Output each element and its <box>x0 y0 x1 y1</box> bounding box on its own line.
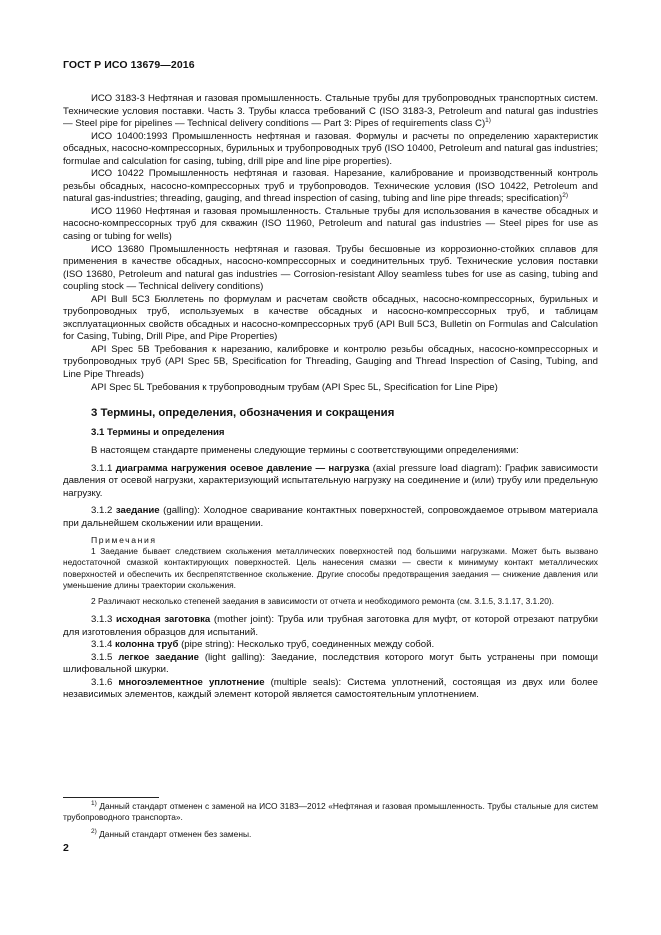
section-heading: 3 Термины, определения, обозначения и сокращения <box>91 407 395 420</box>
footnotes <box>63 801 598 845</box>
section-intro: В настоящем стандарте применены следующие термины с соответствующими определениями: <box>91 445 519 457</box>
footnote-divider <box>63 797 159 798</box>
term: многоэлементное уплотнение <box>118 676 265 688</box>
footnote-marker: 1) <box>485 117 491 125</box>
term-definition: 3.1.1 диаграмма нагружения осевое давление — нагрузка (axial pressure load diagram): График зависимости давления от осевой нагрузки, характеризующий испытательную нагрузку на соединение и (или) трубу или предельную нагрузку. <box>63 462 598 499</box>
reference-entry: API Spec 5L Требования к трубопроводным трубам (API Spec 5L, Specification for Line Pipe) <box>91 381 498 393</box>
term-definition: 3.1.3 исходная заготовка (mother joint): Труба или трубная заготовка для муфт, от которой отрезают патрубки для изготовления образцов для испытаний. <box>63 614 598 638</box>
term: легкое заедание <box>118 651 199 663</box>
page-number: 2 <box>63 842 69 854</box>
footnote: $^{1)}$ Данный стандарт отменен с заменой на ИСО 3183—2012 «Нефтяная и газовая промышленность. Трубы стальные для систем трубопроводного транспорта». <box>63 800 598 823</box>
note: 2 Различают несколько степеней заедания в зависимости от отчета и необходимого ремонта (см. 3.1.5, 3.1.17, 3.1.20). <box>91 595 554 606</box>
note: 1 Заедание бывает следствием скольжения металлических поверхностей под большими нагрузками. Может быть вызвано недостаточной смазкой контактирующих поверхностей. Цель нанесения смазки — свести к минимуму контакт металлических поверхностей и обеспечить их беспрепятственное скольжение. Другие способы предотвращения заедания — снижение давления или уменьшение длины траектории скольжения. <box>63 546 598 591</box>
notes-title: Примечания <box>91 534 157 545</box>
footnote-marker: 2) <box>91 827 97 835</box>
reference-entry: API Spec 5B Требования к нарезанию, калибровке и контролю резьбы обсадных, насосно-компрессорных и трубопроводных труб (API Spec 5B, Specification for Threading, Gauging and Thread Inspection of Casing, Tubing, and Line Pipe Threads) <box>63 343 598 381</box>
term: исходная заготовка <box>115 614 211 626</box>
footnote-marker: 1) <box>91 800 97 807</box>
reference-entry: ИСО 3183-3 Нефтяная и газовая промышленность. Стальные трубы для трубопроводных транспортных систем. Технические условия поставки. Часть 3. Трубы класса требований C (ISO 3183-3, Petroleum and natural gas industries — Steel pipe for pipelines — Technical delivery conditions — Part 3: Pipes of requirements class C)$^{1)}$ <box>63 93 598 130</box>
term: диаграмма нагружения осевое давление — нагрузка <box>115 462 370 474</box>
reference-entry: ИСО 10400:1993 Промышленность нефтяная и газовая. Формулы и расчеты по определению характеристик обсадных, насосно-компрессорных, бурильных и трубопроводных труб (ISO 10400, Petroleum and natural gas industries; formulae and calculation for casing, tubing, drill pipe and line pipe properties). <box>63 130 598 167</box>
term-definition: 3.1.6 многоэлементное уплотнение (multiple seals): Система уплотнений, состоящая из двух или более независимых элементов, каждый элемент которой является самостоятельным уплотнением. <box>63 676 598 701</box>
term-definition: 3.1.2 заедание (galling): Холодное сваривание контактных поверхностей, сопровождаемое отрывом материала при дальнейшем скольжении или вращении. <box>63 505 598 529</box>
document-body <box>63 93 598 702</box>
footnote: $^{2)}$ Данный стандарт отменен без замены. <box>91 827 252 839</box>
subsection-heading: 3.1 Термины и определения <box>91 426 225 438</box>
reference-entry: ИСО 11960 Нефтяная и газовая промышленность. Стальные трубы для использования в качестве обсадных и насосно-компрессорных труб для скважин (ISO 11960, Petroleum and natural gas industries — Steel pipes for use as casing or tubing for wells) <box>63 205 598 243</box>
reference-entry: API Bull 5C3 Бюллетень по формулам и расчетам свойств обсадных, насосно-компрессорных, бурильных и трубопроводных труб, используемых в качестве обсадных и насосно-компрессорных труб, и таблицам эксплуатационных свойств обсадных и насосно-компрессорных труб (API Bull 5C3, Bulletin on Formulas and Calculation for Casing, Tubing, Drill Pipe, and Pipe Properties) <box>63 293 598 343</box>
term: колонна труб <box>115 639 179 651</box>
term: заедание <box>115 505 160 517</box>
document-header: ГОСТ Р ИСО 13679—2016 <box>63 59 195 71</box>
footnote-marker: 2) <box>562 192 568 200</box>
reference-entry: ИСО 10422 Промышленность нефтяная и газовая. Нарезание, калибрование и производственный контроль резьбы обсадных, насосно-компрессорных труб и трубопроводов. Технические условия (ISO 10422, Petroleum and natural gas-industries; threading, gauging, and thread inspection of casing, tubing and line pipe threads; specification)$^{2)}$ <box>63 168 598 205</box>
term-definition: 3.1.4 колонна труб (pipe string): Несколько труб, соединенных между собой. <box>91 639 435 651</box>
term-definition: 3.1.5 легкое заедание (light galling): Заедание, последствия которого могут быть устранены при помощи шлифовальной шкурки. <box>63 651 598 676</box>
reference-entry: ИСО 13680 Промышленность нефтяная и газовая. Трубы бесшовные из коррозионно-стойких сплавов для применения в качестве обсадных, насосно-компрессорных и соединительных труб. Технические условия поставки (ISO 13680, Petroleum and natural gas industries — Corrosion-resistant Alloy seamless tubes for use as casing, tubing and coupling stock — Technical delivery conditions) <box>63 243 598 293</box>
